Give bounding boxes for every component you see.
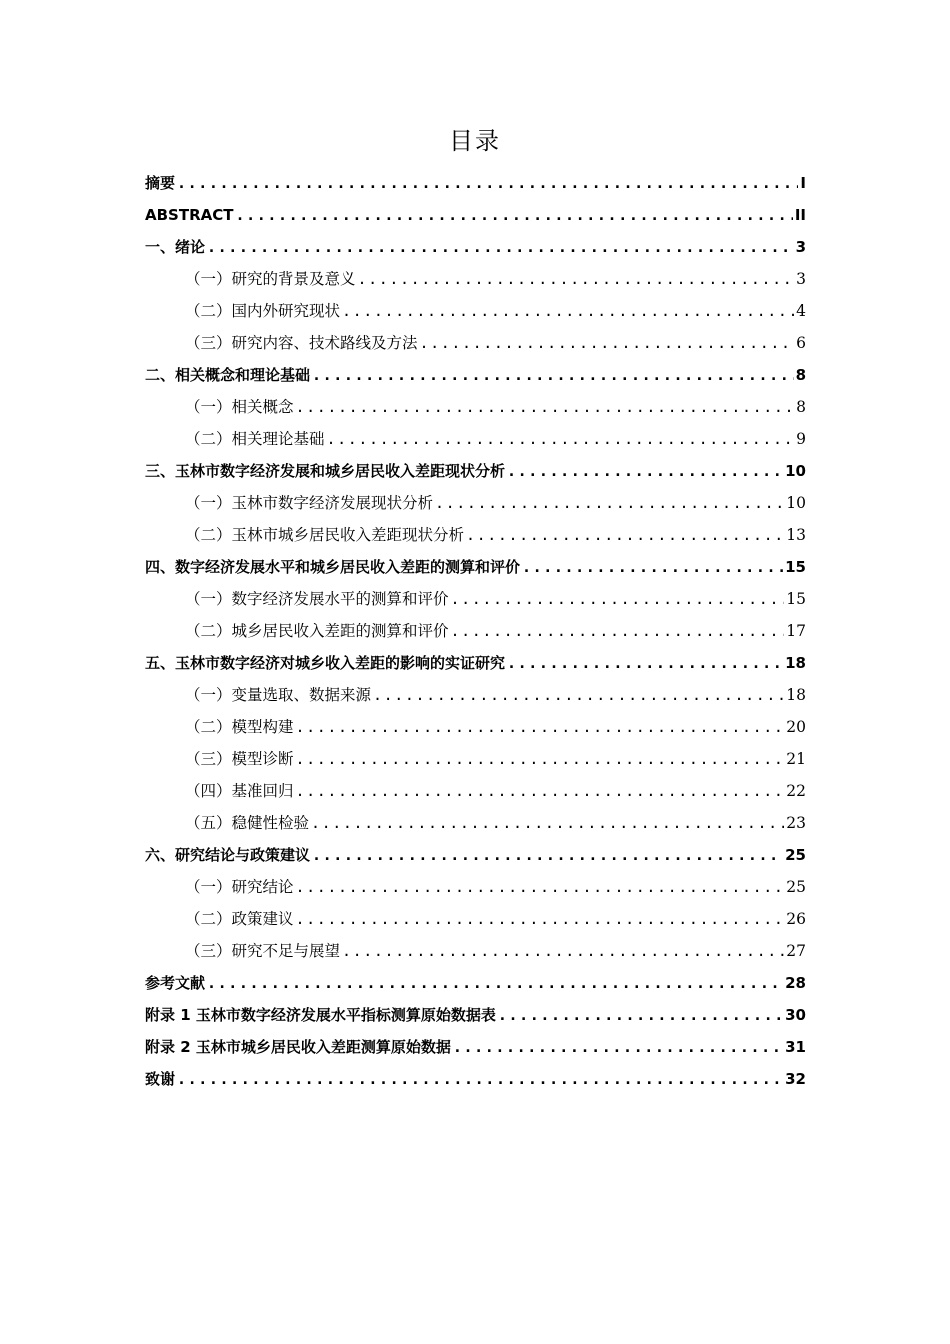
toc-entry-page-number: I [800,174,806,192]
toc-entry[interactable] [145,423,806,455]
toc-entry-label: 摘要 [145,174,176,192]
toc-entry-label: 附录 1 玉林市数字经济发展水平指标测算原始数据表 [145,1006,496,1024]
toc-entry-label: （二）国内外研究现状 [185,302,341,320]
toc-entry-page-number: 18 [785,654,806,672]
toc-dot-leader [312,839,783,871]
toc-entry-page-number: 4 [796,302,806,320]
toc-dot-leader [296,391,795,423]
toc-entry-page-number: 28 [785,974,806,992]
toc-entry-label: 附录 2 玉林市城乡居民收入差距测算原始数据 [145,1038,451,1056]
toc-dot-leader [296,903,785,935]
toc-dot-leader [342,935,784,967]
toc-entry-page-number: 25 [785,846,806,864]
toc-entry-label: （五）稳健性检验 [185,814,310,832]
toc-entry[interactable] [145,327,806,359]
toc-entry-label: （一）玉林市数字经济发展现状分析 [185,494,434,512]
toc-entry[interactable] [145,903,806,935]
toc-entry-page-number: 9 [796,430,806,448]
toc-dot-leader [207,231,794,263]
toc-dot-leader [498,999,783,1031]
toc-dot-leader [453,1031,783,1063]
toc-entry[interactable] [145,679,806,711]
toc-dot-leader [466,519,784,551]
toc-entry-page-number: 30 [785,1006,806,1024]
toc-entry-page-number: 20 [786,718,806,736]
toc-entry-label: ABSTRACT [145,206,234,224]
toc-entry-page-number: 8 [796,398,806,416]
toc-entry[interactable] [145,231,806,263]
toc-entry[interactable] [145,167,806,199]
page-title: 目录 [449,127,501,155]
toc-entry[interactable] [145,967,806,999]
toc-entry[interactable] [145,199,806,231]
toc-entry-page-number: 18 [786,686,806,704]
toc-entry-page-number: 31 [785,1038,806,1056]
toc-dot-leader [296,871,785,903]
toc-dot-leader [296,743,785,775]
toc-entry[interactable] [145,615,806,647]
toc-entry-label: （四）基准回归 [185,782,294,800]
toc-entry[interactable] [145,839,806,871]
toc-dot-leader [296,775,785,807]
toc-entry-label: （三）模型诊断 [185,750,294,768]
toc-entry-label: （二）政策建议 [185,910,294,928]
toc-entry[interactable] [145,359,806,391]
toc-entry-label: （二）相关理论基础 [185,430,325,448]
toc-entry[interactable] [145,1063,806,1095]
toc-entry[interactable] [145,871,806,903]
toc-entry-label: 致谢 [145,1070,176,1088]
toc-dot-leader [451,615,785,647]
toc-entry-page-number: 21 [786,750,806,768]
toc-entry-label: （二）模型构建 [185,718,294,736]
toc-entry-label: 一、绪论 [145,238,206,256]
toc-entry[interactable] [145,391,806,423]
toc-entry-page-number: 22 [786,782,806,800]
toc-dot-leader [507,455,783,487]
toc-dot-leader [312,359,794,391]
toc-entry-page-number: 15 [785,558,806,576]
toc-entry-label: 三、玉林市数字经济发展和城乡居民收入差距现状分析 [145,462,506,480]
toc-dot-leader [177,1063,783,1095]
toc-entry-page-number: 27 [786,942,806,960]
toc-dot-leader [435,487,784,519]
toc-entry[interactable] [145,1031,806,1063]
toc-entry[interactable] [145,263,806,295]
toc-entry[interactable] [145,775,806,807]
toc-entry-page-number: 8 [795,366,806,384]
toc-dot-leader [342,295,794,327]
toc-entry-page-number: 10 [786,494,806,512]
toc-entry[interactable] [145,935,806,967]
toc-entry-page-number: 3 [795,238,806,256]
toc-entry-page-number: 13 [786,526,806,544]
toc-entry[interactable] [145,711,806,743]
toc-entry-label: 参考文献 [145,974,206,992]
toc-dot-leader [311,807,784,839]
toc-entry[interactable] [145,647,806,679]
toc-dot-leader [373,679,784,711]
toc-entry-label: （一）研究的背景及意义 [185,270,356,288]
toc-entry-label: （一）变量选取、数据来源 [185,686,372,704]
toc-entry-page-number: II [794,206,806,224]
toc-dot-leader [296,711,785,743]
toc-dot-leader [522,551,783,583]
toc-entry-page-number: 10 [785,462,806,480]
toc-entry-label: （三）研究内容、技术路线及方法 [185,334,418,352]
toc-entry-label: （三）研究不足与展望 [185,942,341,960]
toc-entry[interactable] [145,487,806,519]
toc-entry[interactable] [145,807,806,839]
toc-entry-label: （一）相关概念 [185,398,294,416]
toc-entry[interactable] [145,455,806,487]
toc-dot-leader [235,199,792,231]
toc-dot-leader [451,583,785,615]
toc-entry-label: 五、玉林市数字经济对城乡收入差距的影响的实证研究 [145,654,506,672]
toc-entry[interactable] [145,743,806,775]
toc-dot-leader [507,647,783,679]
toc-dot-leader [358,263,795,295]
toc-entry[interactable] [145,583,806,615]
toc-entry-page-number: 3 [796,270,806,288]
toc-dot-leader [327,423,795,455]
toc-entry-label: 六、研究结论与政策建议 [145,846,311,864]
toc-entry-page-number: 32 [785,1070,806,1088]
toc-entry-page-number: 6 [796,334,806,352]
toc-entry-label: （一）研究结论 [185,878,294,896]
toc-dot-leader [420,327,795,359]
toc-entry-label: 二、相关概念和理论基础 [145,366,311,384]
toc-entry-label: （二）玉林市城乡居民收入差距现状分析 [185,526,465,544]
toc-entry-page-number: 17 [786,622,806,640]
toc-entry-page-number: 15 [786,590,806,608]
toc-entry[interactable] [145,999,806,1031]
toc-entry-page-number: 25 [786,878,806,896]
table-of-contents [145,167,806,1095]
toc-entry[interactable] [145,519,806,551]
toc-entry-label: （一）数字经济发展水平的测算和评价 [185,590,449,608]
toc-entry-label: 四、数字经济发展水平和城乡居民收入差距的测算和评价 [145,558,521,576]
toc-entry-label: （二）城乡居民收入差距的测算和评价 [185,622,449,640]
toc-entry[interactable] [145,551,806,583]
toc-entry[interactable] [145,295,806,327]
toc-entry-page-number: 26 [786,910,806,928]
toc-entry-page-number: 23 [786,814,806,832]
toc-dot-leader [177,167,798,199]
toc-dot-leader [207,967,783,999]
